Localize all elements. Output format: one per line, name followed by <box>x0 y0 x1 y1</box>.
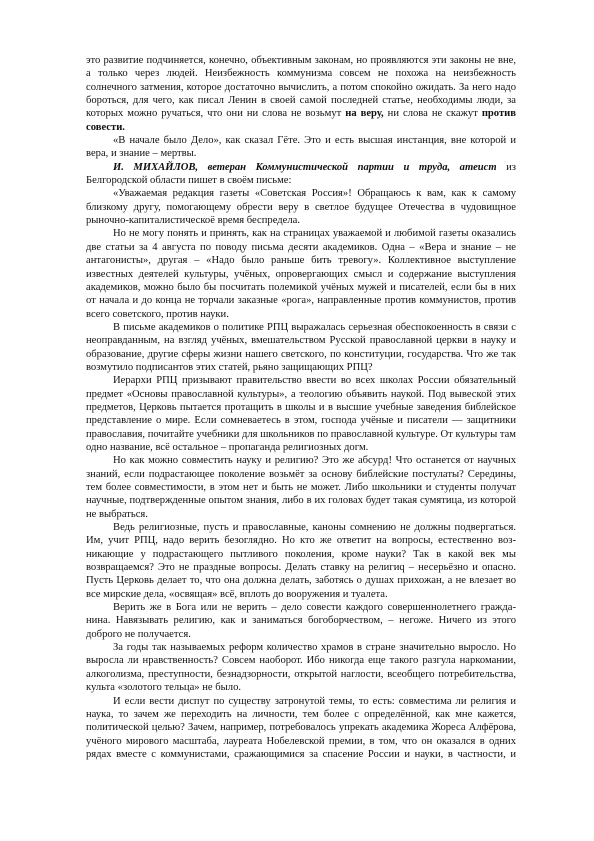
paragraph: Но как можно совместить науку и религию? Это же абсурд! Что останется от научных знаний, если подрастающее поколение возьмёт за основу библейские постулаты? Середины, тем более совместимости, в этом нет и быть не может. Либо школьники и студенты получат научные, подтвержденные опытом знания, либо в их головах будет такая сумятица, из которой не выбраться. <box>86 455 516 520</box>
paragraph: «В начале было Дело», как сказал Гёте. Это и есть высшая инстанция, вне которой и вера, и знание – мертвы. <box>86 135 516 160</box>
paragraph-text: это развитие подчиняется, конечно, объективным законам, но проявляются эти законы не вне, а только через людей. Неизбежность коммунизма совсем не похожа на неизбежность солнечного затмения, которое достаточно вычислить, а потом спокойно ожидать. За него надо бороться, для чего, как писал Ленин в своей самой последней статье, необходимы люди, за которых можно ручаться, что они ни слова не возьмут <box>86 55 516 120</box>
document-body <box>86 54 516 761</box>
paragraph-text: из Белгородской области пишет в своём письме: <box>86 161 516 187</box>
paragraph: Иерархи РПЦ призывают правительство ввести во всех школах России обязательный предмет «Основы православной культуры», а теологию объявить наукой. Под вывеской этих предметов, Церковь пытается протащить в школы и в высшие учебные заведения библейское представление о мире. Если сомневаетесь в этом, господа учёные и писатели — защитники православия, почитайте учебники для школьников по православной культуре. От культуры там одно название, всё остальное – пропаганда религиозных догм. <box>86 375 517 453</box>
paragraph: «Уважаемая редакция газеты «Советская Россия»! Обращаюсь к вам, как к самому близкому другу, помогающему обрести веру в светлое будущее Отечества в чудовищное рыночно-капиталистическоё время беспредела. <box>86 188 516 227</box>
paragraph: Ведь религиозные, пусть и православные, каноны сомнению не должны подвергаться. Им, учит РПЦ, надо верить безоглядно. Но кто же ответит на вопросы, естественно воз-никающие у подрастающего пытливого поколения, кроме науки? Так в какой век мы возвращаемся? Это не праздные вопросы. Делать ставку на религиq – несерьёзно и опасно. Пусть Церковь делает то, что она должна делать, заботясь о душах прихожан, а не влезает во все мирские дела, «освящая» всё, вплоть до вооружения и туалета. <box>86 522 516 600</box>
bold-phrase: против совести. <box>86 108 516 133</box>
paragraph: Но не могу понять и принять, как на страницах уважаемой и любимой газеты оказались две статьи за 4 августа по поводу письма десяти академиков. Одна – «Вера и знание – не антагонисты», другая – «Надо было раньше бить тревогу». Коллективное выступление известных деятелей культуры, учёных, опровергающих смысл и содержание выступления академиков, можно было бы посчитать полемикой учёных мужей и писателей, если бы в них от начала и до конца не торчали заказные «рога», направленные против коммунистов, против всего советского, против науки. <box>86 228 516 320</box>
paragraph: За годы так называемых реформ количество храмов в стране значительно выросло. Но выросла ли нравственность? Совсем наоборот. Ибо никогда еще такого разгула наркомании, алкоголизма, преступности, безнадзорности, открытой наглости, всеобщего потребительства, культа «золотого тельца» не было. <box>86 642 516 694</box>
paragraph: Верить же в Бога или не верить – дело совести каждого совершеннолетнего гражда-нина. Навязывать религию, как и заниматься богоборчеством, – негоже. Ничего из этого доброго не получается. <box>86 602 516 640</box>
paragraph-text: ни слова не скажут <box>383 108 482 120</box>
paragraph <box>86 54 516 134</box>
paragraph <box>86 161 516 188</box>
author-signature: И. МИХАЙЛОВ, ветеран Коммунистической партии и труда, атеист <box>113 161 497 173</box>
paragraph: В письме академиков о политике РПЦ выражалась серьезная обеспокоенность в связи с неоправданным, на взгляд учёных, вмешательством Русской православной церкви в науку и образование, другие сферы жизни нашего светского, по конституции, государства. Что же так возмутило подписантов этих статей, рьяно защищающих РПЦ? <box>86 321 516 373</box>
bold-phrase: на веру, <box>345 108 384 120</box>
paragraph: И если вести диспут по существу затронутой темы, то есть: совместима ли религия и наука, то зачем же переходить на личности, тем более с определённой, как мне кажется, политической целью? Зачем, например, потребовалось упрекать академика Жореса Алфёрова, учёного мирового масштаба, лауреата Нобелевской премии, в том, что он оказался в одних рядах вместе с коммунистами, сражающимися за спасение России и науки, в частности, и <box>86 695 516 760</box>
